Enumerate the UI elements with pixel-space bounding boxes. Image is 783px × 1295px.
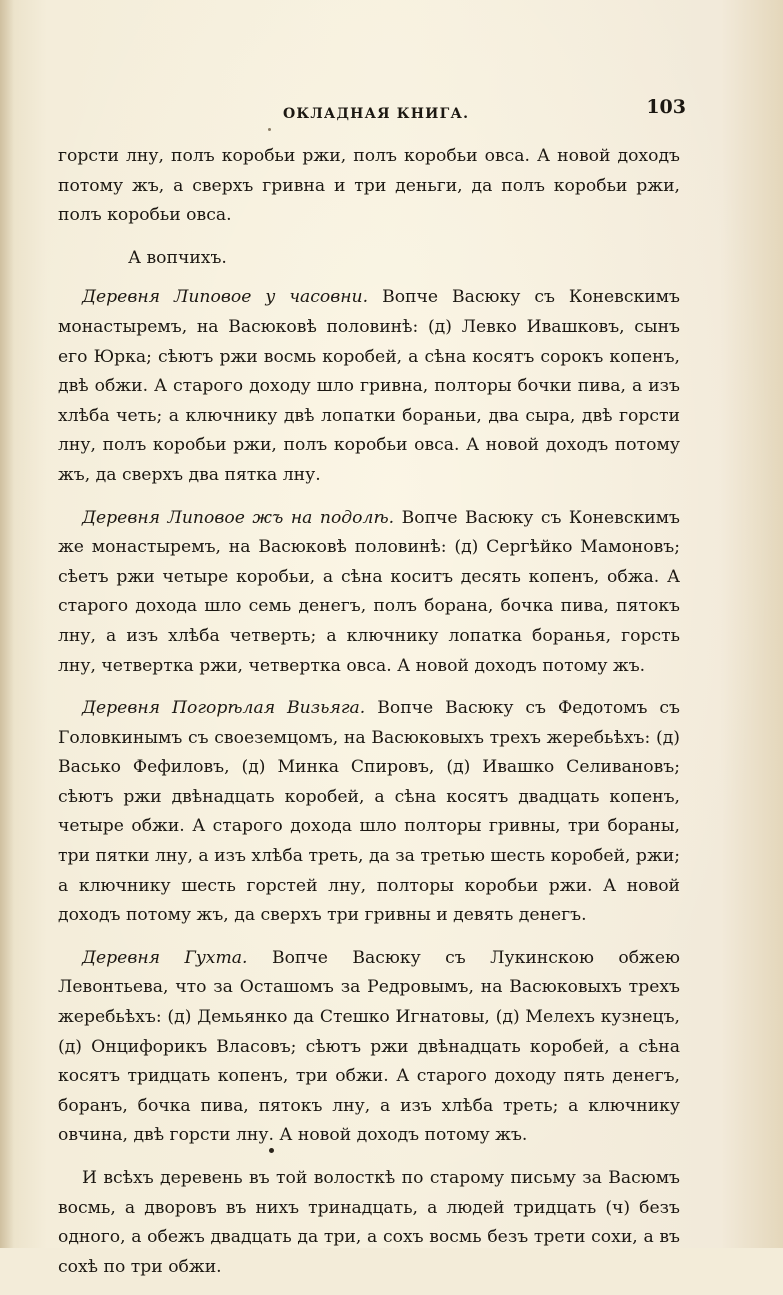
page-header [58,96,686,130]
entry-text: Вопче Васюку съ Лукинскою обжею Левонтьева, что за Осташомъ за Редровымъ, на Васюковыхъ трехъ жеребьѣхъ: (д) Демьянко да Стешко Игнатовы, (д) Мелехъ кузнецъ, (д) Онцифорикъ Власовъ; сѣютъ ржи двѣнадцать коробей, а сѣна косятъ тридцать копенъ, три обжи. А старого доходу пять денегъ, боранъ, бочка пива, пятокъ лну, а изъ хлѣба треть; а ключнику овчина, двѣ горсти лну. А новой доходъ потому жъ. [58,947,680,1146]
summary-paragraph [58,1164,680,1282]
ornament-dot [268,128,271,131]
village-entry-pogorelaya-vizyaga [58,694,680,931]
village-entry-lipovoe-chasovni [58,283,680,490]
ornament-dot-bottom [269,1148,274,1153]
entry-text: Вопче Васюку съ Федотомъ съ Головкинымъ съ своеземцомъ, на Васюковыхъ трехъ жеребьѣхъ: (д) Васько Фефиловъ, (д) Минка Спировъ, (д) Ивашко Селивановъ; сѣютъ ржи двѣнадцать коробей, а сѣна косятъ двадцать копенъ, четыре обжи. А старого дохода шло полторы гривны, три бораны, три пятки лну, а изъ хлѣба треть, да за третью шесть коробей, ржи; а ключнику шесть горстей лну, полторы коробьи ржи. А новой доходъ потому жъ, да сверхъ три гривны и девять денегъ. [58,698,680,926]
village-name: Деревня Липовое у часовни. [82,287,369,308]
village-entry-lipovoe-podol [58,504,680,682]
paragraph-continuation [58,142,680,231]
village-entry-gukhta [58,944,680,1151]
entry-text: Вопче Васюку съ Коневскимъ монастыремъ, на Васюковѣ половинѣ: (д) Левко Ивашковъ, сынъ его Юрка; сѣютъ ржи восмь коробей, а сѣна косятъ сорокъ копенъ, двѣ обжи. А старого доходу шло гривна, полторы бочки пива, а изъ хлѣба четь; а ключнику двѣ лопатки бораньи, два сыра, двѣ горсти лну, полъ коробьи ржи, полъ коробьи овса. А новой доходъ потому жъ, да сверхъ два пятка лну. [58,287,680,485]
section-heading [58,244,680,274]
page-body [58,142,680,1295]
paragraph-text: И всѣхъ деревень въ той волосткѣ по старому письму за Васюмъ восмь, а дворовъ въ нихъ тринадцать, а людей тридцать (ч) безъ одного, а обежъ двадцать да три, а сохъ восмь безъ трети сохи, а въ сохѣ по три обжи. [58,1168,680,1277]
village-name: Деревня Погорѣлая Визьяга. [82,698,366,719]
village-name: Деревня Гухта. [82,947,248,968]
heading-text: А вопчихъ. [128,247,227,268]
paragraph-text: горсти лну, полъ коробьи ржи, полъ коробьи овса. А новой доходъ потому жъ, а сверхъ гривна и три деньги, да полъ коробьи ржи, полъ коробьи овса. [58,146,680,226]
page-spine-shadow [0,0,14,1248]
page-number: 103 [646,96,686,118]
running-title: ОКЛАДНАЯ КНИГА. [283,106,470,122]
village-name: Деревня Липовое жъ на подолѣ. [82,507,395,528]
entry-text: Вопче Васюку съ Коневскимъ же монастыремъ, на Васюковѣ половинѣ: (д) Сергѣйко Мамоновъ; сѣетъ ржи четыре коробьи, а сѣна коситъ десять копенъ, обжа. А старого дохода шло семь денегъ, полъ борана, бочка пива, пятокъ лну, а изъ хлѣба четверть; а ключнику лопатка боранья, горсть лну, четвертка ржи, четвертка овса. А новой доходъ потому жъ. [58,507,680,676]
